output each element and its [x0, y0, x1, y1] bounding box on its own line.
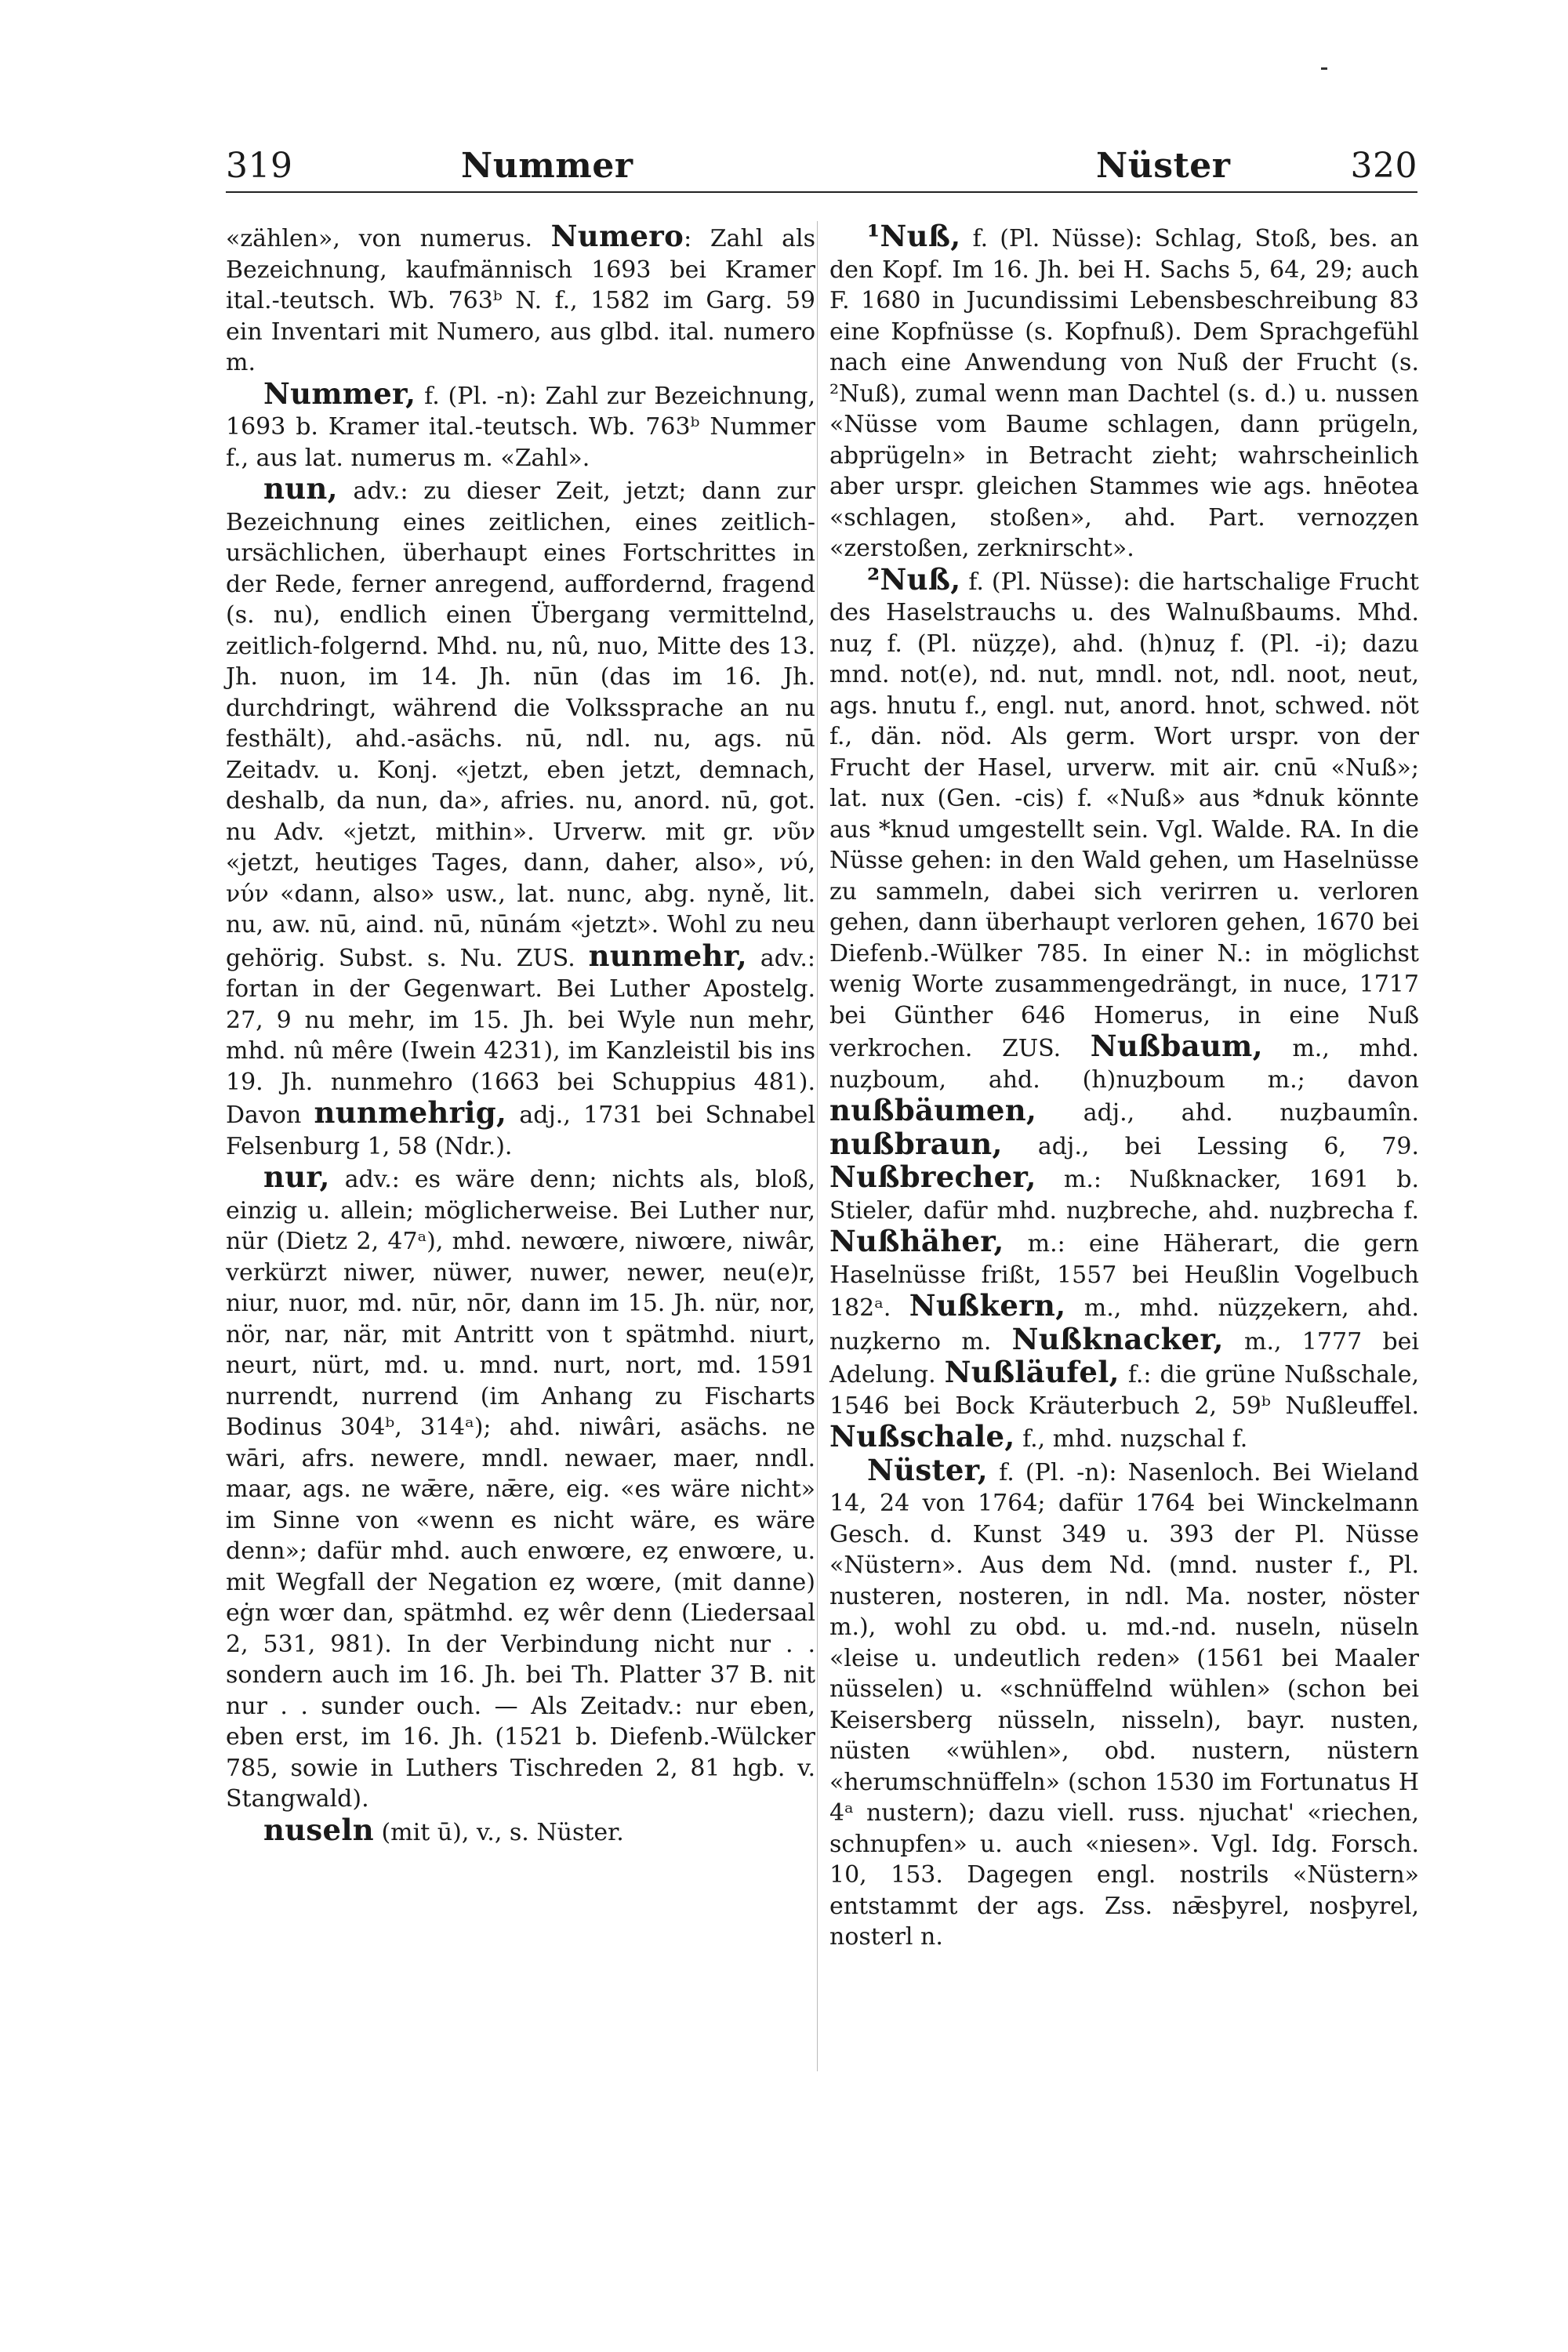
headword: Nußbrecher, — [829, 1160, 1036, 1194]
entry-nummer — [226, 376, 815, 474]
entry-nun — [226, 471, 815, 1162]
entry-nuester — [829, 1452, 1419, 1953]
headword: Nußkern, — [909, 1288, 1066, 1323]
entry-text: m., mhd. nuȥboum, ahd. (h)nuȥboum m.; davon — [829, 1035, 1419, 1094]
headword: nun, — [263, 471, 338, 506]
entry-text: f., mhd. nuȥschal f. — [1014, 1425, 1248, 1453]
entry-text: adv.: zu dieser Zeit, jetzt; dann zur Bezeichnung eines zeitlichen, eines zeitlich-ursächlichen, überhaupt eines Fortschrittes in der Rede, ferner anregend, auffordernd, fragend (s. nu), endlich einen Übergang vermittelnd, zeitlich-folgernd. Mhd. nu, nû, nuo, Mitte des 13. Jh. nuon, im 14. Jh. nūn (das im 16. Jh. durchdringt, während die Volkssprache an nu festhält), ahd.-asächs. nū, ndl. nu, ags. nū Zeitadv. u. Konj. «jetzt, eben jetzt, demnach, deshalb, da nun, da», afries. nu, anord. nū, got. nu Adv. «jetzt, mithin». Urverw. mit gr. νῦν «jetzt, heutiges Tages, dann, daher, also», νύ, νύν «dann, also» usw., lat. nunc, abg. nyně, lit. nu, aw. nū, aind. nū, nūnám «jetzt». Wohl zu neu gehörig. Subst. s. Nu. ZUS. — [226, 477, 815, 972]
page-number-left: 319 — [226, 146, 293, 186]
headword: Nußhäher, — [829, 1224, 1004, 1258]
print-mark — [1321, 67, 1327, 70]
entry-text: f. (Pl. -n): Nasenloch. Bei Wieland 14, 24 von 1764; dafür 1764 bei Winckelmann Gesch. d. Kunst 349 u. 393 der Pl. Nüsse «Nüstern». Aus dem Nd. (mnd. nuster f., Pl. nusteren, nosteren, in ndl. Ma. noster, nöster m.), wohl zu obd. u. md.-nd. nuseln, nüseln «leise u. undeutlich reden» (1561 bei Maaler nüsselen) u. «schnüffelnd wühlen» (schon bei Keisersberg nüsseln, nisseln), bayr. nusten, nüsten «wühlen», obd. nustern, nüstern «herumschnüffeln» (schon 1530 im Fortunatus H 4ᵃ nustern); dazu viell. russ. njuchat' «riechen, schnupfen» u. auch «niesen». Vgl. Idg. Forsch. 10, 153. Dagegen engl. nostrils «Nüstern» entstammt der ags. Zss. nǣsþyrel, nosþyrel, nosterl n. — [829, 1458, 1419, 1951]
entry-text: m., 1777 bei Adelung. — [829, 1327, 1419, 1388]
headword: nußbraun, — [829, 1126, 1003, 1161]
right-column — [829, 221, 1419, 1953]
left-column — [226, 221, 815, 1848]
headword: nunmehr, — [588, 938, 747, 973]
headword: Nüster, — [867, 1452, 988, 1487]
headword: Nußknacker, — [1011, 1321, 1224, 1356]
entry-text: m.: Nußknacker, 1691 b. Stieler, dafür mhd. nuȥbreche, ahd. nuȥbrecha f. — [829, 1166, 1419, 1225]
entry-nur — [226, 1162, 815, 1815]
headword: nunmehrig, — [314, 1095, 507, 1130]
headword: nuseln — [263, 1812, 374, 1847]
headword: ²Nuß, — [867, 561, 961, 597]
entry-text: f. (Pl. Nüsse): die hartschalige Frucht des Haselstrauchs u. des Walnußbaums. Mhd. nuȥ f. (Pl. nüȥȥe), ahd. (h)nuȥ f. (Pl. -i); dazu mnd. not(e), nd. nut, mndl. not, ndl. noot, neut, ags. hnutu f., engl. nut, anord. hnot, schwed. nöt f., dän. nöd. Als germ. Wort urspr. von der Frucht der Hasel, urverw. mit air. cnū «Nuß»; lat. nux (Gen. -cis) f. «Nuß» aus *dnuk könnte aus *knud umgestellt sein. Vgl. Walde. RA. In die Nüsse gehen: in den Wald gehen, um Haselnüsse zu sammeln, dabei sich verirren u. verloren gehen, dann überhaupt verloren gehen, 1670 bei Diefenb.-Wülker 785. In einer N.: in möglichst wenig Worte zusammengedrängt, in nuce, 1717 bei Günther 646 Homerus, in eine Nuß verkrochen. ZUS. — [829, 568, 1419, 1062]
headword: ¹Nuß, — [867, 219, 961, 253]
entry-text: m.: eine Häherart, die gern Haselnüsse frißt, 1557 bei Heußlin Vogelbuch 182ᵃ. — [829, 1230, 1419, 1322]
entry-text: adv.: es wäre denn; nichts als, bloß, einzig u. allein; möglicherweise. Bei Luther nur, nür (Dietz 2, 47ᵃ), mhd. newœre, niwœre, niwâr, verkürzt niwer, nüwer, nuwer, newer, neu(e)r, niur, nuor, md. nūr, nōr, dann im 15. Jh. nür, nor, nör, nar, när, mit Antritt von t spätmhd. niurt, neurt, nürt, md. u. mnd. nurt, nort, md. 1591 nurrendt, nurrend (im Anhang zu Fischarts Bodinus 304ᵇ, 314ᵃ); ahd. niwâri, asächs. ne wāri, afrs. newere, mndl. newaer, maer, nndl. maar, ags. ne wǣre, nǣre, eig. «es wäre nicht» im Sinne von «wenn es nicht wäre, es wäre denn»; dafür mhd. auch enwœre, eȥ enwœre, u. mit Wegfall der Negation eȥ wœre, (mit danne) eġn wœr dan, spätmhd. eȥ wêr denn (Liedersaal 2, 531, 981). In der Verbindung nicht nur . . sondern auch im 16. Jh. bei Th. Platter 37 B. nit nur . . sunder ouch. — Als Zeitadv.: nur eben, eben erst, im 16. Jh. (1521 b. Diefenb.-Wülcker 785, sowie in Luthers Tischreden 2, 81 hgb. v. Stangwald). — [226, 1166, 815, 1813]
headword: nur, — [263, 1160, 330, 1194]
entry-text: adj., 1731 bei Schnabel Felsenburg 1, 58 (Ndr.). — [226, 1102, 815, 1160]
page-number-right: 320 — [1350, 146, 1417, 186]
headword: Nußbaum, — [1090, 1029, 1263, 1063]
entry-text: f. (Pl. Nüsse): Schlag, Stoß, bes. an den Kopf. Im 16. Jh. bei H. Sachs 5, 64, 29; auch F. 1680 in Jucundissimi Lebensbeschreibung 83 eine Kopfnüsse (s. Kopfnuß). Dem Sprachgefühl nach eine Anwendung von Nuß der Frucht (s. ²Nuß), zumal wenn man Dachtel (s. d.) u. nussen «Nüsse vom Baume schlagen, dann prügeln, abprügeln» in Betracht zieht; wahrscheinlich aber urspr. gleichen Stammes wie ags. hnēotea «schlagen, stoßen», ahd. Part. vernoȥȥen «zerstoßen, zerknirscht». — [829, 225, 1419, 562]
entry-text: adj., ahd. nuȥbaumîn. — [1036, 1099, 1419, 1127]
entry-text: «zählen», von numerus. — [226, 225, 551, 252]
entry-nuss-2 — [829, 561, 1420, 1455]
entry-text: f.: die grüne Nußschale, 1546 bei Bock Kräuterbuch 2, 59ᵇ Nußleuffel. — [829, 1361, 1420, 1420]
entry-numero — [226, 221, 815, 379]
entry-text: f. (Pl. -n): Zahl zur Bezeichnung, 1693 b. Kramer ital.-teutsch. Wb. 763ᵇ Nummer f., aus lat. numerus m. «Zahl». — [226, 382, 815, 472]
headword: Numero — [550, 219, 684, 253]
catchword-left: Nummer — [461, 146, 633, 186]
headword: Nußschale, — [829, 1419, 1015, 1454]
headword: Nummer, — [263, 376, 416, 411]
entry-nuseln — [226, 1812, 815, 1849]
entry-nuss-1 — [829, 221, 1419, 564]
entry-text: : Zahl als Bezeichnung, kaufmännisch 1693 bei Kramer ital.-teutsch. Wb. 763ᵇ N. f., 1582 im Garg. 59 ein Inventari mit Numero, aus glbd. ital. numero m. — [226, 225, 816, 376]
entry-text: adv.: fortan in der Gegenwart. Bei Luther Apostelg. 27, 9 nu mehr, im 15. Jh. bei Wyle nun mehr, mhd. nû mêre (Iwein 4231), im Kanzleistil bis ins 19. Jh. nunmehro (1663 bei Schuppius 481). Davon — [226, 944, 815, 1129]
column-divider — [817, 221, 818, 2071]
entry-text: (mit ū), v., s. Nüster. — [373, 1818, 624, 1846]
headword: Nußläufel, — [944, 1355, 1120, 1389]
catchword-right: Nüster — [1096, 146, 1231, 186]
entry-text: m., mhd. nüȥȥekern, ahd. nuȥkerno m. — [829, 1294, 1419, 1356]
running-header — [226, 143, 1417, 190]
headword: nußbäumen, — [829, 1093, 1037, 1127]
header-rule — [226, 191, 1417, 193]
entry-text: adj., bei Lessing 6, 79. — [1002, 1132, 1419, 1160]
